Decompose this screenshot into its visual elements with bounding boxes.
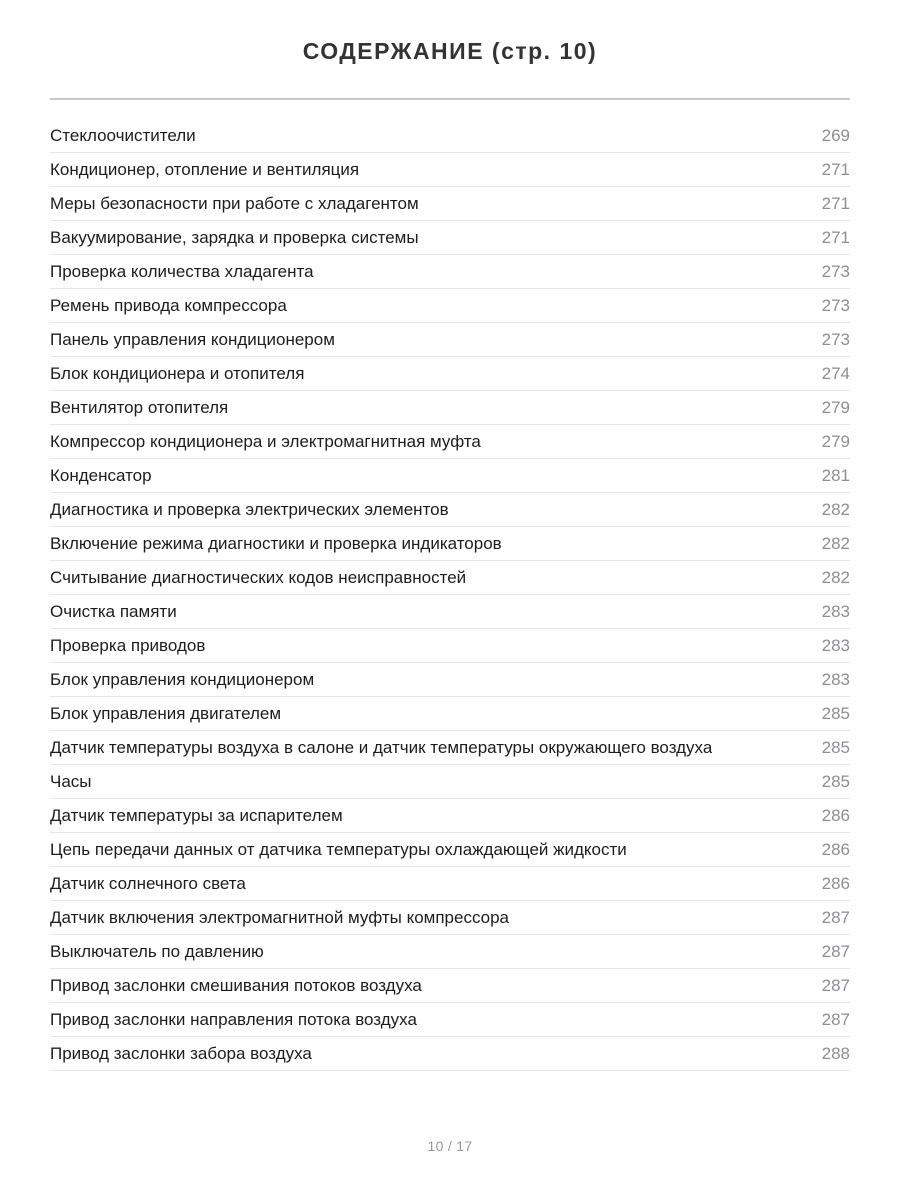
page-indicator: 10 / 17 (427, 1138, 473, 1154)
toc-item-page: 287 (821, 941, 850, 961)
toc-item-page: 287 (821, 907, 850, 927)
toc-item-label: Датчик включения электромагнитной муфты компрессора (50, 907, 510, 927)
toc-item-label: Компрессор кондиционера и электромагнитная муфта (50, 431, 481, 451)
toc-item-page: 273 (821, 295, 850, 315)
toc-item-page: 271 (821, 227, 850, 247)
toc-item-page: 282 (821, 499, 850, 519)
toc-item-page: 281 (821, 465, 850, 485)
toc-row (50, 731, 850, 765)
toc-item-page: 288 (821, 1043, 850, 1063)
toc-item-label: Кондиционер, отопление и вентиляция (50, 159, 360, 179)
toc-item-label: Блок управления двигателем (50, 703, 282, 723)
toc-item-page: 273 (821, 329, 850, 349)
toc-row (50, 255, 850, 289)
page-title: СОДЕРЖАНИЕ (стр. 10) (302, 38, 598, 64)
title-divider (50, 98, 850, 100)
toc-row (50, 221, 850, 255)
toc-item-page: 273 (821, 261, 850, 281)
toc-item-label: Конденсатор (50, 465, 152, 485)
toc-item-label: Диагностика и проверка электрических элементов (50, 499, 449, 519)
toc-item-page: 285 (821, 703, 850, 723)
toc-item-page: 279 (821, 431, 850, 451)
toc-item-page: 285 (821, 737, 850, 757)
toc-item-page: 271 (821, 193, 850, 213)
toc-item-page: 283 (821, 669, 850, 689)
toc-item-label: Проверка приводов (50, 635, 206, 655)
toc-row (50, 799, 850, 833)
toc-item-label: Проверка количества хладагента (50, 261, 314, 281)
toc-item-label: Очистка памяти (50, 601, 177, 621)
toc-item-label: Цепь передачи данных от датчика температуры охлаждающей жидкости (50, 839, 627, 859)
toc-item-label: Блок кондиционера и отопителя (50, 363, 305, 383)
toc-row (50, 1003, 850, 1037)
toc-row (50, 425, 850, 459)
toc-row (50, 187, 850, 221)
toc-row (50, 867, 850, 901)
toc-item-page: 285 (821, 771, 850, 791)
toc-row (50, 357, 850, 391)
toc-item-label: Датчик температуры за испарителем (50, 805, 343, 825)
toc-row (50, 595, 850, 629)
toc-item-page: 286 (821, 873, 850, 893)
toc-row (50, 493, 850, 527)
toc-item-label: Меры безопасности при работе с хладагентом (50, 193, 419, 213)
toc-row (50, 391, 850, 425)
toc-item-label: Ремень привода компрессора (50, 295, 287, 315)
toc-item-label: Вентилятор отопителя (50, 397, 229, 417)
toc-item-label: Привод заслонки направления потока воздуха (50, 1009, 417, 1029)
toc-row (50, 459, 850, 493)
toc-item-label: Включение режима диагностики и проверка индикаторов (50, 533, 502, 553)
toc-row (50, 935, 850, 969)
toc-row (50, 289, 850, 323)
toc-item-page: 274 (821, 363, 850, 383)
toc-row (50, 833, 850, 867)
toc-item-page: 271 (821, 159, 850, 179)
toc-item-label: Датчик температуры воздуха в салоне и датчик температуры окружающего воздуха (50, 737, 713, 757)
toc-item-page: 287 (821, 975, 850, 995)
toc-item-label: Считывание диагностических кодов неисправностей (50, 567, 467, 587)
toc-item-page: 282 (821, 533, 850, 553)
toc-row (50, 901, 850, 935)
toc-item-label: Часы (50, 771, 92, 791)
toc-item-label: Привод заслонки забора воздуха (50, 1043, 312, 1063)
toc-item-page: 283 (821, 601, 850, 621)
toc-row (50, 765, 850, 799)
toc-row (50, 561, 850, 595)
toc-item-label: Блок управления кондиционером (50, 669, 315, 689)
toc-row (50, 527, 850, 561)
toc-row (50, 969, 850, 1003)
toc-row (50, 629, 850, 663)
toc-item-label: Выключатель по давлению (50, 941, 264, 961)
toc-row (50, 697, 850, 731)
toc-item-page: 282 (821, 567, 850, 587)
toc-item-label: Привод заслонки смешивания потоков воздуха (50, 975, 422, 995)
toc-item-page: 279 (821, 397, 850, 417)
toc-item-page: 283 (821, 635, 850, 655)
toc-row (50, 153, 850, 187)
toc-item-page: 286 (821, 839, 850, 859)
toc-row (50, 119, 850, 153)
toc-item-page: 286 (821, 805, 850, 825)
toc-item-label: Панель управления кондиционером (50, 329, 335, 349)
toc-item-page: 269 (821, 125, 850, 145)
toc-item-label: Стеклоочистители (50, 125, 196, 145)
toc-row (50, 663, 850, 697)
toc-row (50, 1037, 850, 1071)
toc-list (50, 119, 850, 1071)
toc-row (50, 323, 850, 357)
toc-item-label: Датчик солнечного света (50, 873, 246, 893)
toc-item-label: Вакуумирование, зарядка и проверка системы (50, 227, 419, 247)
toc-item-page: 287 (821, 1009, 850, 1029)
